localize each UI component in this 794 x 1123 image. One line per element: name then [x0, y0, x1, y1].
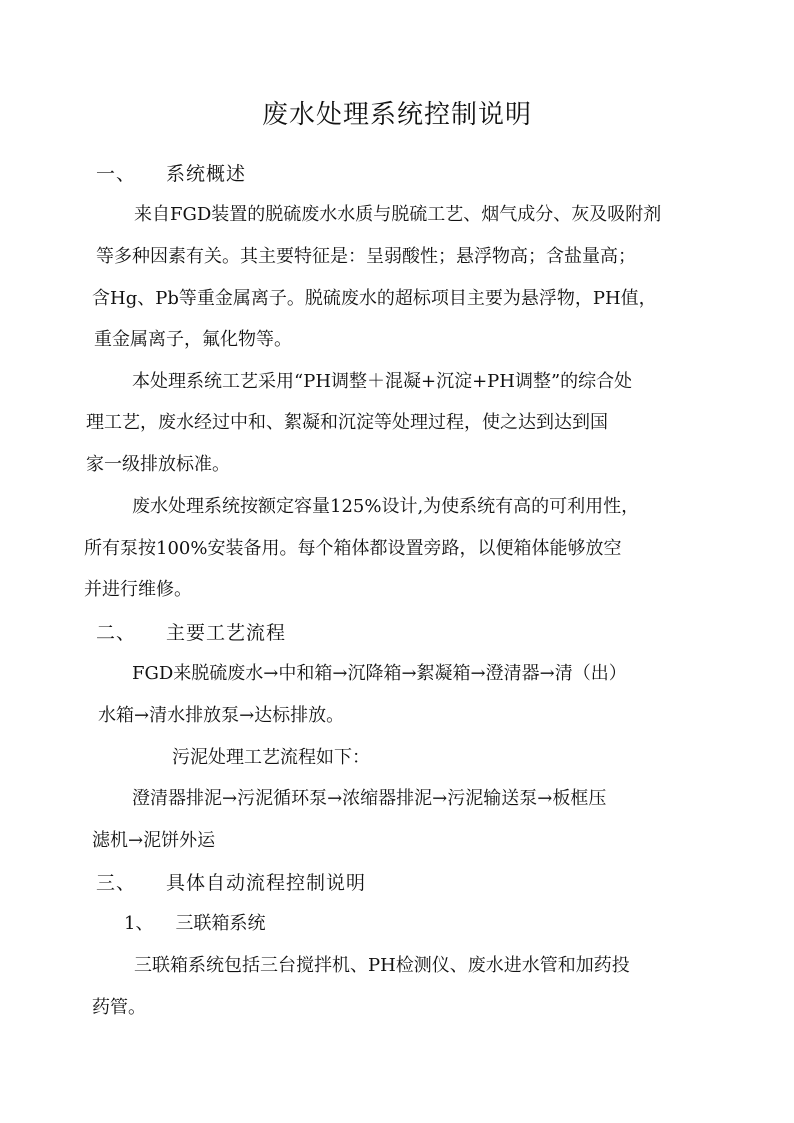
document-title: 废水处理系统控制说明: [261, 100, 532, 130]
paragraph-line: 等多种因素有关。其主要特征是：呈弱酸性；悬浮物高；含盐量高；: [96, 246, 636, 267]
paragraph-line: 三联箱系统包括三台搅拌机、PH检测仪、废水进水管和加药投: [134, 955, 630, 976]
paragraph-line: 澄清器排泥→污泥循环泵→浓缩器排泥→污泥输送泵→板框压: [132, 788, 607, 809]
paragraph-line: 理工艺，废水经过中和、絮凝和沉淀等处理过程，使之达到达到国: [86, 412, 608, 433]
section-title: 系统概述: [166, 163, 247, 185]
paragraph-line: 所有泵按100%安装备用。每个箱体都设置旁路，以便箱体能够放空: [84, 538, 622, 559]
paragraph-line: FGD来脱硫废水→中和箱→沉降箱→絮凝箱→澄清器→清（出）: [132, 663, 627, 684]
section-title: 主要工艺流程: [166, 622, 287, 644]
paragraph-line: 家一级排放标准。: [86, 454, 230, 475]
paragraph-line: 重金属离子，氟化物等。: [94, 329, 292, 350]
subsection-number: 1、: [124, 913, 154, 934]
paragraph-line: 水箱→清水排放泵→达标排放。: [98, 705, 345, 726]
paragraph-line: 含Hg、Pb等重金属离子。脱硫废水的超标项目主要为悬浮物，PH值，: [92, 288, 657, 309]
paragraph-line: 药管。: [92, 997, 146, 1018]
subsection-heading-tank-system: [124, 912, 265, 936]
paragraph-line: 滤机→泥饼外运: [92, 830, 216, 851]
section-title: 具体自动流程控制说明: [166, 872, 367, 894]
section-heading-process: [96, 621, 286, 645]
paragraph-line: 来自FGD装置的脱硫废水水质与脱硫工艺、烟气成分、灰及吸附剂: [134, 204, 662, 225]
section-heading-control: [96, 871, 366, 895]
section-number: 三、: [96, 872, 137, 894]
paragraph-line: 污泥处理工艺流程如下：: [172, 747, 370, 768]
paragraph-line: 并进行维修。: [84, 579, 192, 600]
subsection-title: 三联箱系统: [175, 913, 266, 934]
paragraph-line: 废水处理系统按额定容量125%设计,为使系统有高的可利用性，: [132, 496, 640, 517]
section-heading-overview: [96, 162, 246, 186]
section-number: 一、: [96, 163, 137, 185]
section-number: 二、: [96, 622, 137, 644]
paragraph-line: 本处理系统工艺采用“PH调整＋混凝+沉淀+PH调整”的综合处: [132, 371, 633, 392]
